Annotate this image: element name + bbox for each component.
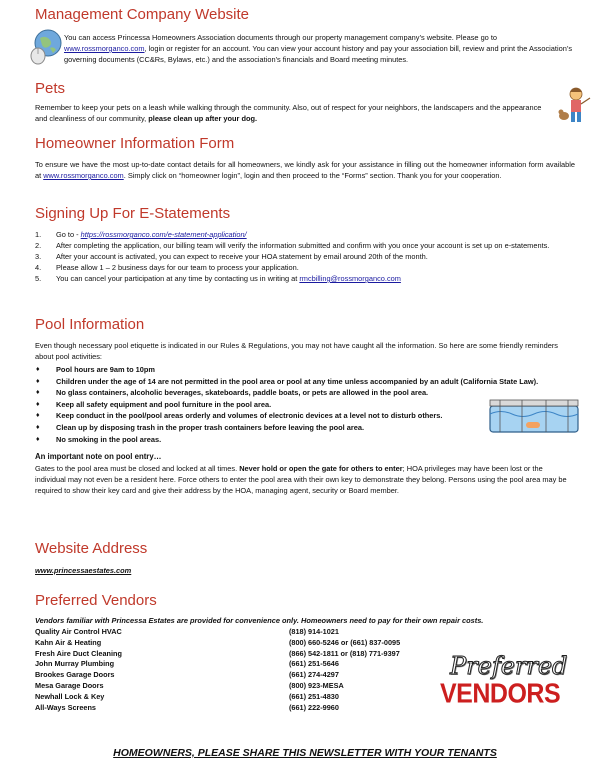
- rossmorgan-link[interactable]: www.rossmorganco.com: [64, 44, 145, 53]
- homeowner-form-heading: Homeowner Information Form: [35, 135, 235, 152]
- pool-rules-list: [35, 364, 539, 445]
- list-item: 5. You can cancel your participation at any time by contacting us in writing at rmcbilling@rossmorganco.com: [35, 274, 401, 283]
- vendor-row: Brookes Garage Doors (661) 274-4297: [35, 670, 339, 680]
- princessa-website-link[interactable]: www.princessaestates.com: [35, 566, 132, 575]
- pool-note-text: Gates to the pool area must be closed and locked at all times. Never hold or open the gate for others to enter; HOA privileges may have been lost or the individual may not even be a resident here. Force others to enter the pool area with their own key to demonstrate they belong. Persons using the pool area may be required to show their key card and give their address by the HOA, managing agent, security or Board member.: [35, 464, 567, 495]
- rmcbilling-email-link[interactable]: rmcbilling@rossmorganco.com: [299, 274, 401, 283]
- estatement-application-link[interactable]: https://rossmorganco.com/e-statement-application/: [80, 230, 247, 239]
- globe-mouse-icon: [28, 26, 62, 66]
- list-item: ♦ Keep all safety equipment and pool furniture in the pool area.: [36, 399, 272, 409]
- pool-icon: [486, 392, 582, 438]
- list-item: ♦ No glass containers, alcoholic beverages, skateboards, paddle boats, or pets are allowed in the pool area.: [36, 388, 429, 398]
- list-item: ♦ Keep conduct in the pool/pool areas orderly and volumes of electronic devices at a level not to disturb others.: [36, 411, 443, 421]
- list-item: 3. After your account is activated, you can expect to receive your HOA statement by email around 20th of the month.: [35, 252, 428, 261]
- pets-text: Remember to keep your pets on a leash while walking through the community. Also, out of respect for your neighbors, the landscapers and the appearance and cleanliness of our community, please clean up after your dog.: [35, 103, 542, 123]
- logo-vendors-text: VENDORS: [440, 678, 561, 710]
- estatements-list: [35, 229, 575, 284]
- list-item: 4. Please allow 1 – 2 business days for our team to process your application.: [35, 263, 299, 272]
- list-item: ♦ Clean up by disposing trash in the proper trash containers before leaving the pool area.: [36, 422, 365, 432]
- homeowner-form-text: To ensure we have the most up-to-date contact details for all homeowners, we kindly ask for your assistance in filling out the homeowner information form available at www.rossmorganco.com. Simply click on “homeowner login”, login and then proceed to the “Forms” section. Thank you for your cooperation.: [35, 160, 575, 180]
- list-item: ♦ Pool hours are 9am to 10pm: [36, 365, 155, 374]
- vendors-list: [35, 627, 455, 713]
- management-text: You can access Princessa Homeowners Association documents through our property management company’s website. Please go to www.rossmorganco.com, login or register for an account. You can view your account history and pay your association bill, review and print the Association’s governing documents (CC&Rs, Bylaws, etc.) and the association’s financials and Board meeting minutes.: [64, 33, 573, 64]
- rossmorgan-form-link[interactable]: www.rossmorganco.com: [43, 171, 124, 180]
- vendor-row: All-Ways Screens (661) 222-9960: [35, 702, 339, 712]
- pool-heading: Pool Information: [35, 316, 145, 333]
- preferred-vendors-logo: [440, 652, 568, 710]
- pets-heading: Pets: [35, 80, 66, 97]
- vendors-heading: Preferred Vendors: [35, 592, 157, 609]
- list-item: 2. After completing the application, our billing team will verify the information submitted and confirm with you once your account is set up on e-statements.: [35, 241, 550, 250]
- vendor-row: Newhall Lock & Key (661) 251-4830: [35, 691, 339, 701]
- vendor-row: Kahn Air & Heating (800) 660-5246 or (661) 837-0095: [35, 637, 401, 647]
- list-item: ♦ Children under the age of 14 are not permitted in the pool area or pool at any time unless accompanied by an adult (California State Law).: [36, 376, 539, 386]
- website-heading: Website Address: [35, 540, 148, 557]
- vendors-note: Vendors familiar with Princessa Estates are provided for convenience only. Homeowners need to pay for their own repair costs.: [35, 616, 484, 625]
- footer-notice: HOMEOWNERS, PLEASE SHARE THIS NEWSLETTER WITH YOUR TENANTS: [113, 747, 497, 759]
- list-item: ♦ No smoking in the pool areas.: [36, 434, 162, 444]
- management-heading: Management Company Website: [35, 6, 249, 23]
- dog-cleanup-icon: [558, 86, 594, 126]
- website-text: [35, 565, 131, 576]
- vendor-row: Mesa Garage Doors (800) 923-MESA: [35, 680, 344, 690]
- pool-intro: Even though necessary pool etiquette is indicated in our Rules & Regulations, you may not have caught all the information. So here are some friendly reminders about pool activities:: [35, 341, 558, 361]
- vendor-row: Fresh Aire Duct Cleaning (866) 542-1811 or (818) 771-9397: [35, 648, 400, 658]
- vendor-row: John Murray Plumbing (661) 251-5646: [35, 659, 339, 669]
- estatements-heading: Signing Up For E-Statements: [35, 205, 231, 222]
- pool-note-title: An important note on pool entry…: [35, 452, 162, 461]
- logo-preferred-text: Preferred: [450, 652, 568, 680]
- list-item: 1. Go to - https://rossmorganco.com/e-statement-application/: [35, 230, 247, 239]
- vendor-row: Quality Air Control HVAC (818) 914-1021: [35, 627, 339, 636]
